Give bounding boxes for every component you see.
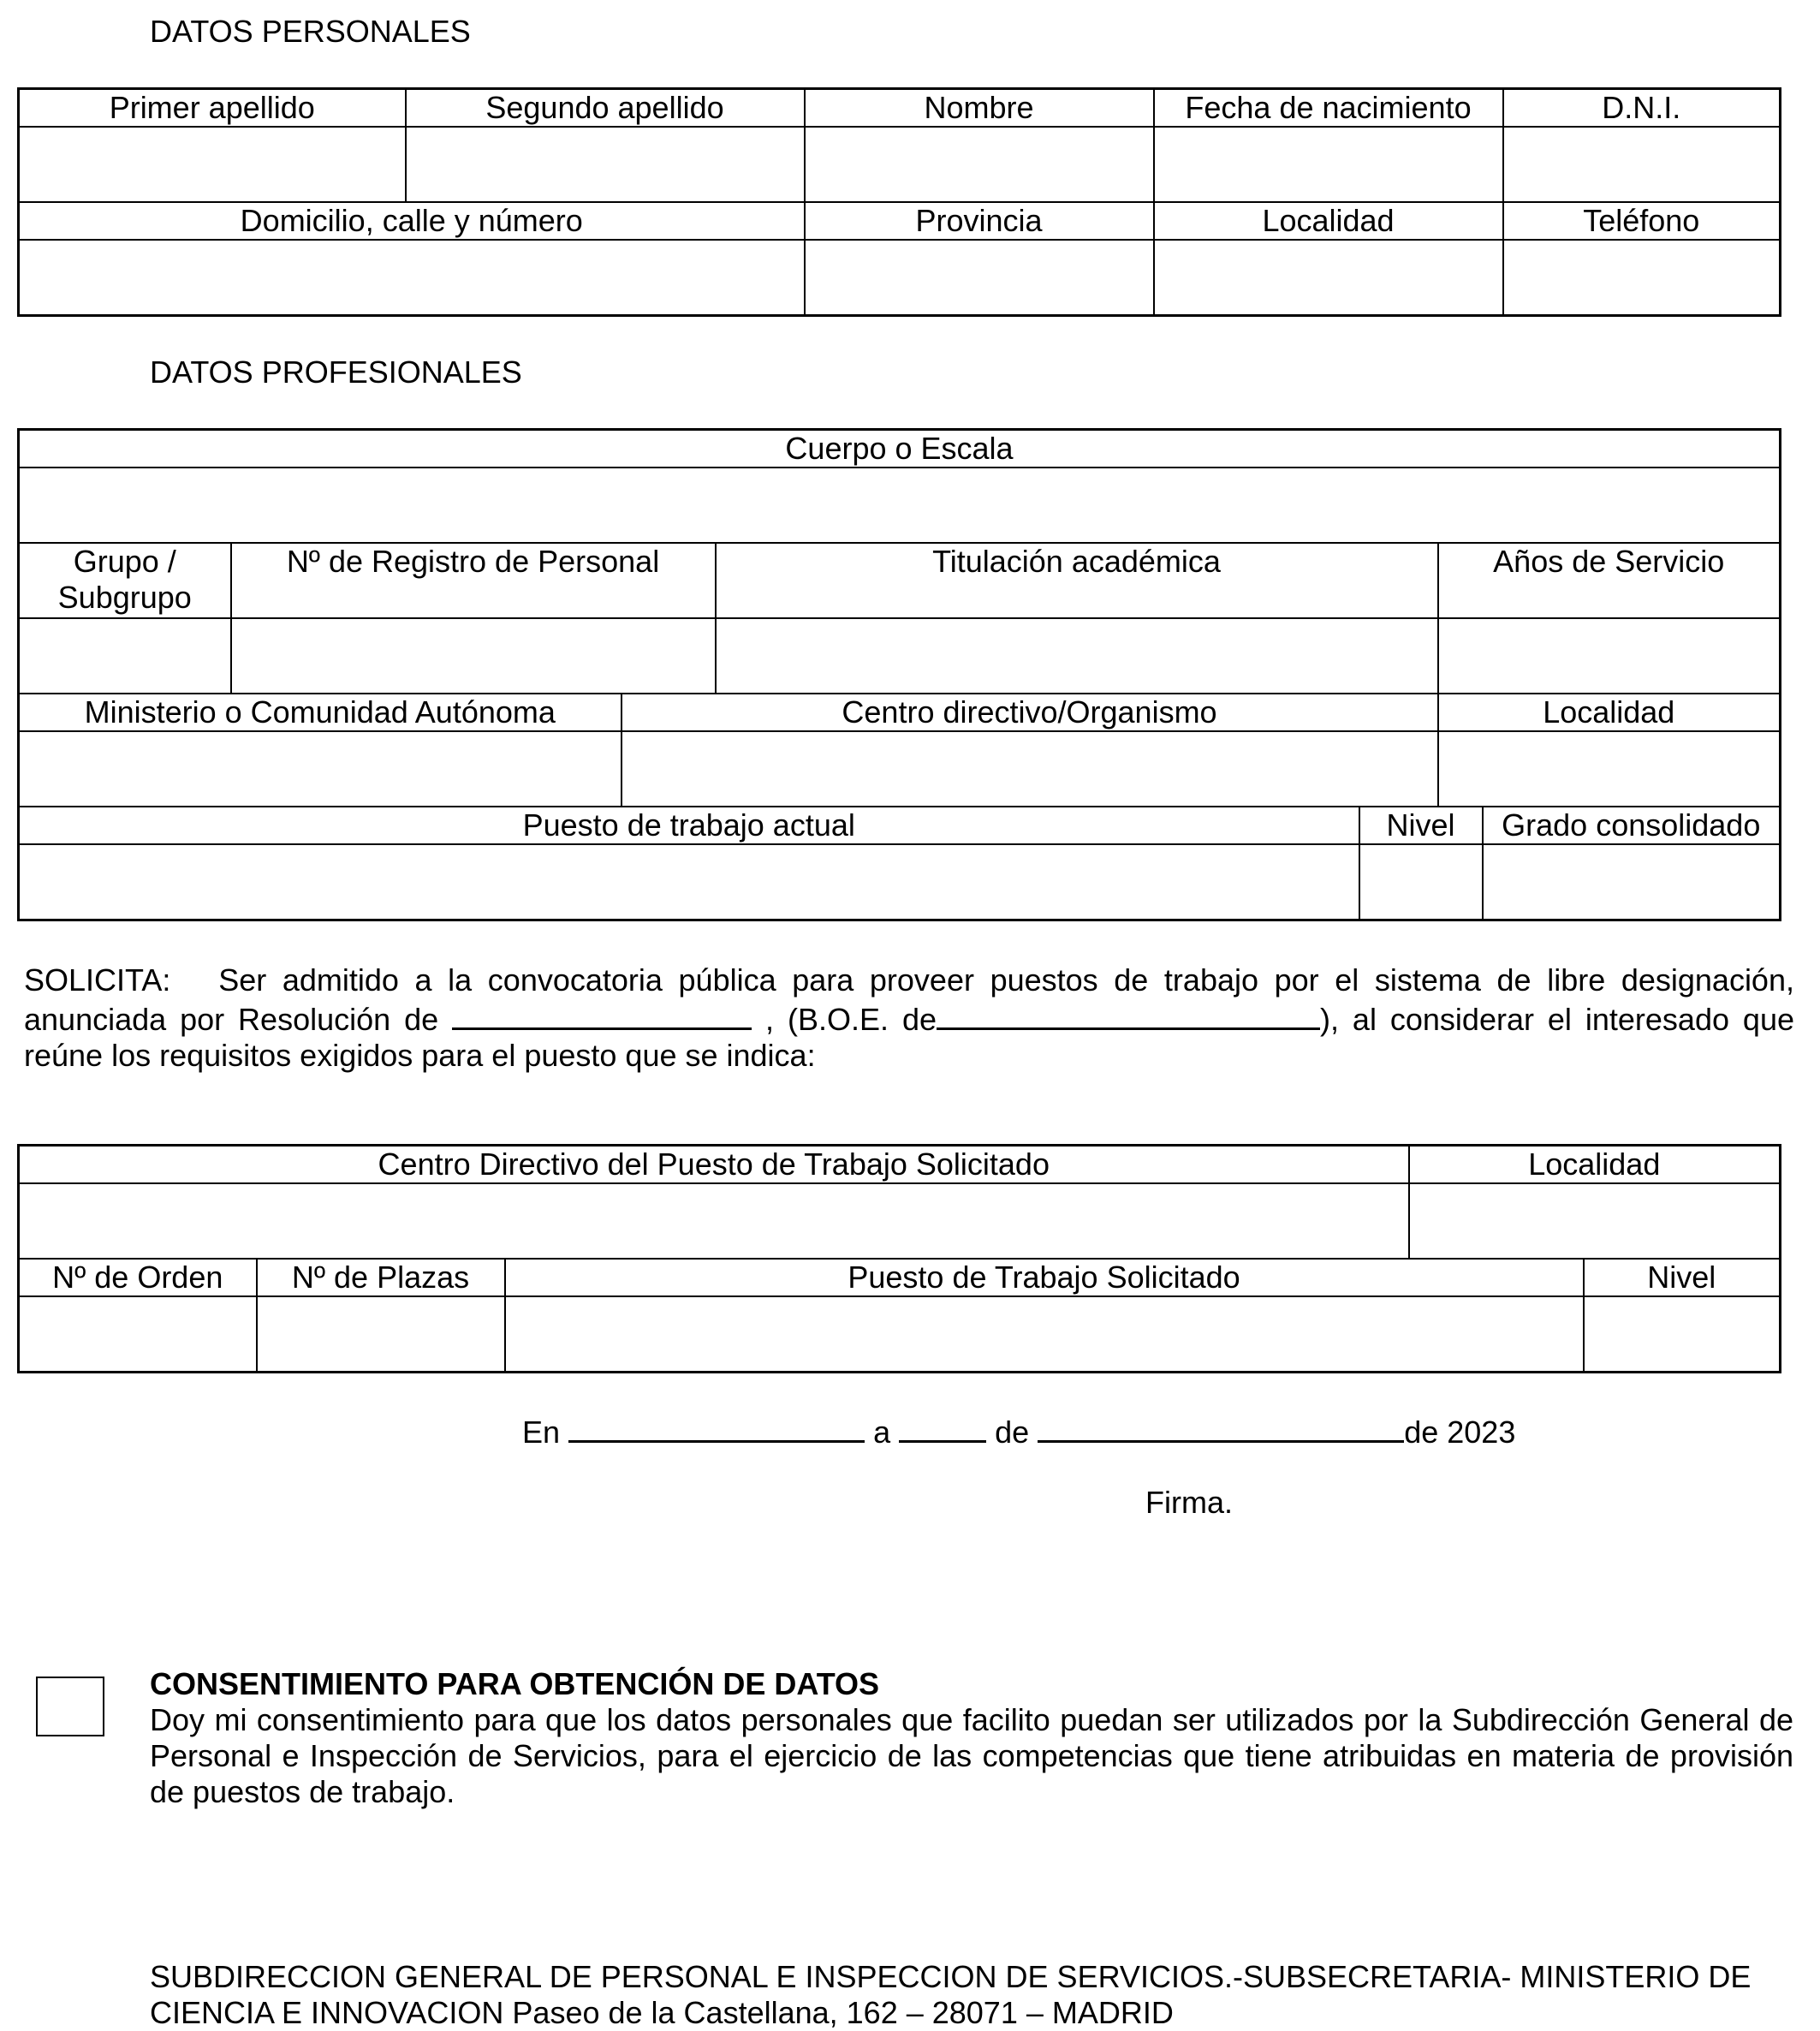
- header-nivel: Nivel: [1359, 807, 1483, 844]
- requested-position-table: [17, 1144, 1781, 1373]
- field-grupo-subgrupo[interactable]: [19, 618, 231, 694]
- grupo-line-1: Grupo /: [73, 544, 176, 579]
- professional-data-heading: DATOS PROFESIONALES: [150, 354, 522, 390]
- date-line: [522, 1411, 1515, 1450]
- signature-label: Firma.: [1145, 1485, 1233, 1520]
- header-centro-solicitado: Centro Directivo del Puesto de Trabajo Solicitado: [19, 1146, 1409, 1184]
- field-numero-orden[interactable]: [19, 1296, 257, 1372]
- footer-line-2: CIENCIA E INNOVACION Paseo de la Castellana, 162 – 28071 – MADRID: [150, 1995, 1174, 2030]
- resolucion-date-blank[interactable]: [452, 998, 752, 1030]
- consent-checkbox[interactable]: [36, 1677, 104, 1736]
- header-cuerpo-escala: Cuerpo o Escala: [19, 430, 1781, 468]
- solicita-text-3: ), al considerar el interesado que reúne los requisitos exigidos para el puesto que se indica:: [24, 1002, 1794, 1073]
- boe-date-blank[interactable]: [937, 998, 1320, 1030]
- header-segundo-apellido: Segundo apellido: [406, 89, 805, 128]
- place-blank[interactable]: [568, 1411, 865, 1443]
- header-ministerio: Ministerio o Comunidad Autónoma: [19, 694, 622, 731]
- header-grado-consolidado: Grado consolidado: [1483, 807, 1781, 844]
- field-fecha-nacimiento[interactable]: [1154, 127, 1503, 202]
- header-titulacion: Titulación académica: [716, 543, 1438, 618]
- field-domicilio[interactable]: [19, 240, 805, 315]
- header-nombre: Nombre: [805, 89, 1154, 128]
- date-year: de 2023: [1404, 1415, 1516, 1450]
- header-puesto-actual: Puesto de trabajo actual: [19, 807, 1359, 844]
- field-numero-plazas[interactable]: [257, 1296, 505, 1372]
- header-numero-plazas: Nº de Plazas: [257, 1259, 505, 1296]
- field-provincia[interactable]: [805, 240, 1154, 315]
- consent-title: CONSENTIMIENTO PARA OBTENCIÓN DE DATOS: [150, 1666, 880, 1701]
- date-de: de: [995, 1415, 1030, 1450]
- field-ministerio[interactable]: [19, 731, 622, 807]
- field-localidad-prof[interactable]: [1438, 731, 1781, 807]
- header-telefono: Teléfono: [1503, 202, 1781, 240]
- field-dni[interactable]: [1503, 127, 1781, 202]
- header-dni: D.N.I.: [1503, 89, 1781, 128]
- field-centro-solicitado[interactable]: [19, 1183, 1409, 1259]
- field-telefono[interactable]: [1503, 240, 1781, 315]
- field-anos-servicio[interactable]: [1438, 618, 1781, 694]
- professional-data-table: [17, 428, 1781, 921]
- month-blank[interactable]: [1038, 1411, 1404, 1443]
- header-domicilio: Domicilio, calle y número: [19, 202, 805, 240]
- date-en: En: [522, 1415, 561, 1450]
- solicita-text-1: Ser admitido a la convocatoria pública para proveer puestos de trabajo por el sistema de libre designación, anunciada por Resolución de: [24, 962, 1794, 1037]
- header-grupo-subgrupo: [19, 543, 231, 618]
- field-grado-consolidado[interactable]: [1483, 844, 1781, 920]
- personal-data-table: [17, 87, 1781, 317]
- date-a: a: [873, 1415, 891, 1450]
- field-primer-apellido[interactable]: [19, 127, 406, 202]
- field-puesto-solicitado[interactable]: [505, 1296, 1584, 1372]
- field-nombre[interactable]: [805, 127, 1154, 202]
- day-blank[interactable]: [899, 1411, 986, 1443]
- field-centro-directivo[interactable]: [622, 731, 1438, 807]
- header-registro-personal: Nº de Registro de Personal: [231, 543, 716, 618]
- solicita-text-2: , (B.O.E. de: [765, 1002, 937, 1037]
- field-registro-personal[interactable]: [231, 618, 716, 694]
- field-nivel-solicitado[interactable]: [1584, 1296, 1781, 1372]
- header-centro-directivo: Centro directivo/Organismo: [622, 694, 1438, 731]
- header-localidad-prof: Localidad: [1438, 694, 1781, 731]
- header-nivel-solicitado: Nivel: [1584, 1259, 1781, 1296]
- header-anos-servicio: Años de Servicio: [1438, 543, 1781, 618]
- header-fecha-nacimiento: Fecha de nacimiento: [1154, 89, 1503, 128]
- header-puesto-solicitado: Puesto de Trabajo Solicitado: [505, 1259, 1584, 1296]
- field-nivel[interactable]: [1359, 844, 1483, 920]
- footer-line-1: SUBDIRECCION GENERAL DE PERSONAL E INSPECCION DE SERVICIOS.-SUBSECRETARIA- MINISTERIO DE: [150, 1959, 1752, 1994]
- personal-data-heading: DATOS PERSONALES: [150, 14, 471, 49]
- grupo-line-2: Subgrupo: [57, 580, 192, 615]
- header-numero-orden: Nº de Orden: [19, 1259, 257, 1296]
- field-titulacion[interactable]: [716, 618, 1438, 694]
- field-localidad-solicitado[interactable]: [1409, 1183, 1781, 1259]
- header-primer-apellido: Primer apellido: [19, 89, 406, 128]
- consent-block: [150, 1666, 1793, 1810]
- field-localidad[interactable]: [1154, 240, 1503, 315]
- field-puesto-actual[interactable]: [19, 844, 1359, 920]
- footer-address: [150, 1959, 1793, 2031]
- header-localidad: Localidad: [1154, 202, 1503, 240]
- solicita-paragraph: [24, 962, 1794, 1074]
- header-localidad-solicitado: Localidad: [1409, 1146, 1781, 1184]
- solicita-label: SOLICITA:: [24, 962, 171, 998]
- field-segundo-apellido[interactable]: [406, 127, 805, 202]
- header-provincia: Provincia: [805, 202, 1154, 240]
- field-cuerpo-escala[interactable]: [19, 468, 1781, 543]
- consent-text: Doy mi consentimiento para que los datos personales que facilito puedan ser utilizados por la Subdirección General de Personal e Inspección de Servicios, para el ejercicio de las competencias que tiene atribuidas en materia de provisión de puestos de trabajo.: [150, 1702, 1793, 1809]
